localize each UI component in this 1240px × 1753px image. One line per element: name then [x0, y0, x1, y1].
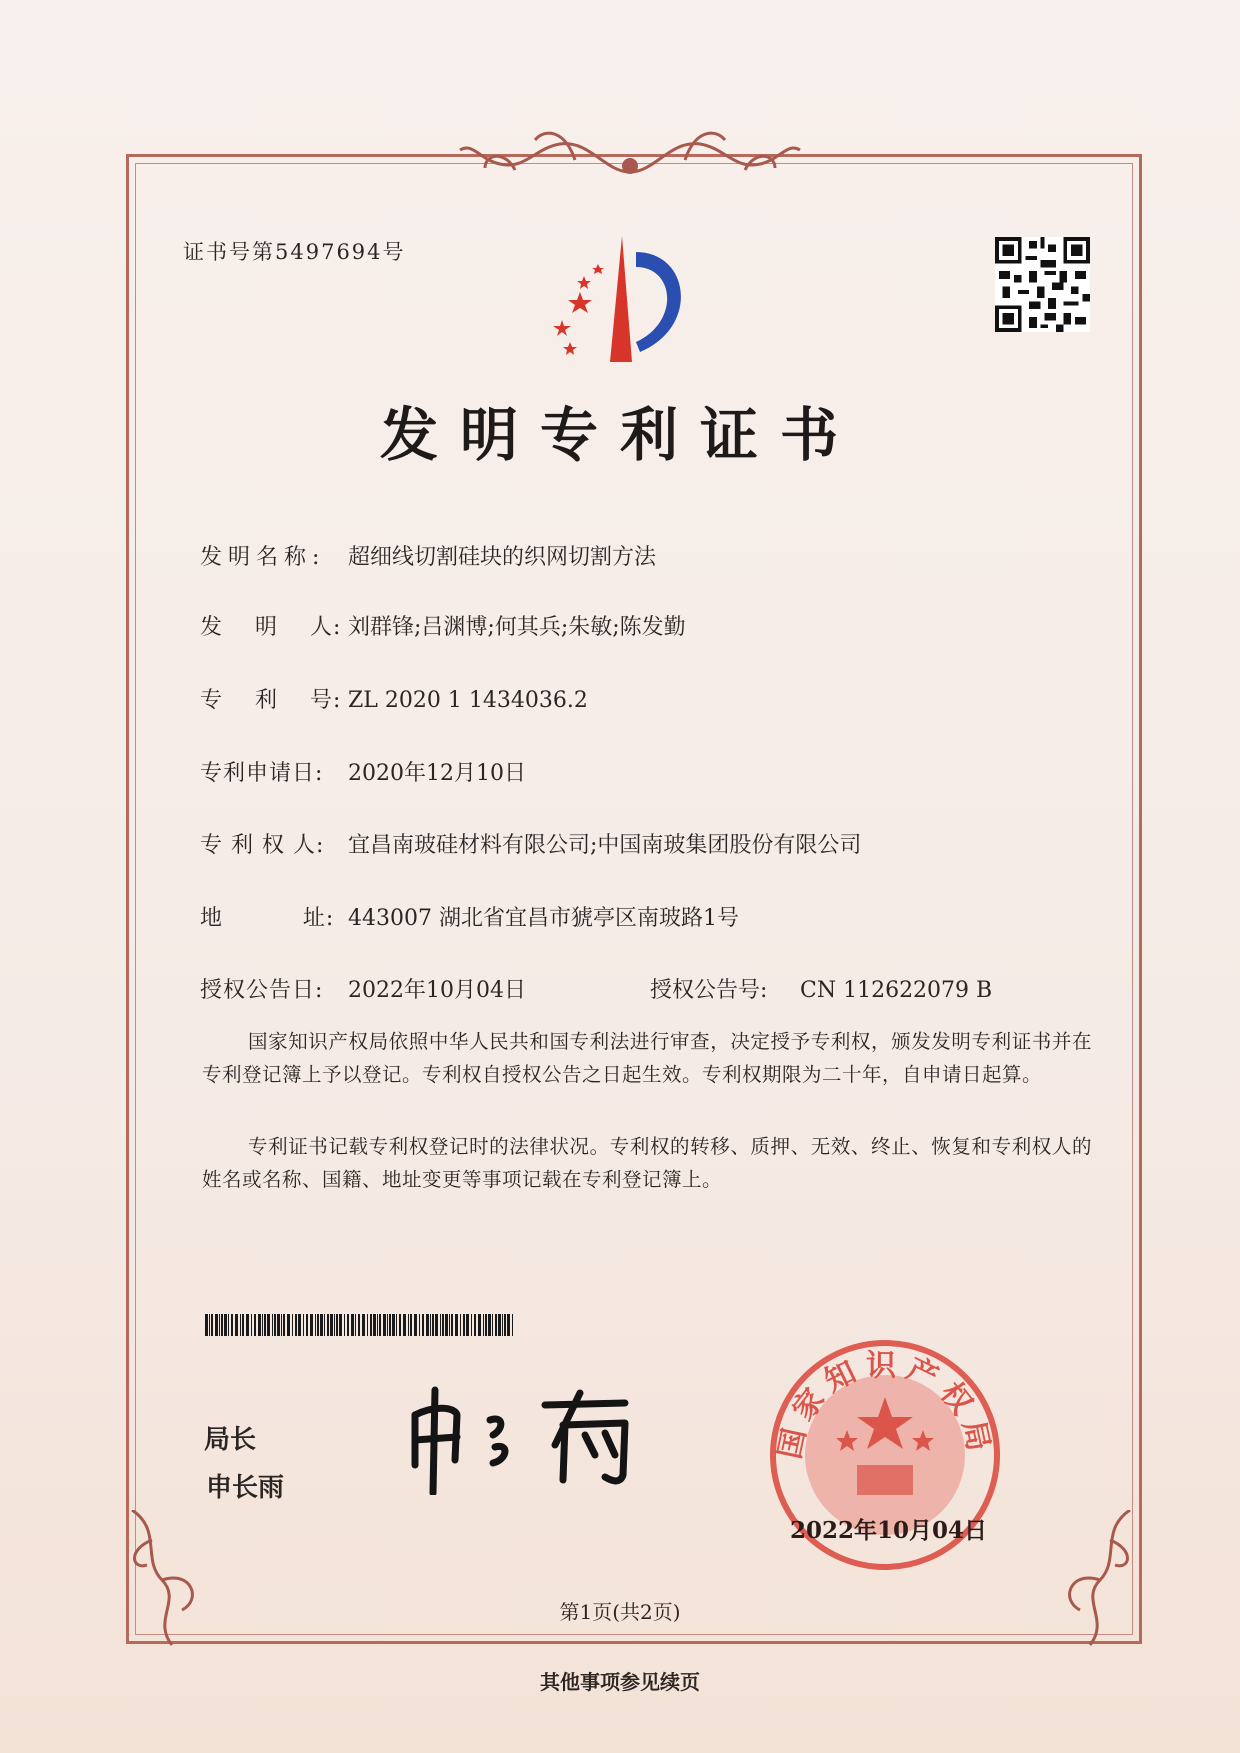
legal-paragraph-1: 国家知识产权局依照中华人民共和国专利法进行审查，决定授予专利权，颁发发明专利证书并在专利登记簿上予以登记。专利权自授权公告之日起生效。专利权期限为二十年，自申请日起算。 — [202, 1030, 1092, 1086]
field-label: 专 利 号: — [200, 688, 342, 713]
field-grant-number — [650, 973, 992, 1004]
seal-text: 国家知识产权局 — [772, 1348, 998, 1462]
field-address — [200, 901, 739, 932]
barcode-icon — [205, 1314, 515, 1336]
bottom-right-ornament-icon — [1050, 1510, 1140, 1650]
field-patent-number — [200, 683, 588, 714]
field-value: ZL 2020 1 1434036.2 — [348, 688, 588, 713]
director-name: 申长雨 — [206, 1473, 285, 1503]
field-invention-name — [200, 540, 656, 571]
field-grant-date — [200, 973, 526, 1004]
field-label: 授权公告号: — [650, 978, 768, 1003]
top-ornament-icon — [455, 120, 805, 184]
field-label: 专 利 权 人: — [200, 833, 325, 858]
seal-date: 2022年10月04日 — [790, 1517, 988, 1544]
field-value: 2020年12月10日 — [348, 761, 526, 786]
field-label: 地 址: — [200, 906, 335, 931]
qr-code-icon — [995, 237, 1090, 332]
field-label: 发明名称: — [200, 545, 326, 570]
page-indicator: 第1页(共2页) — [559, 1600, 681, 1624]
field-value: 超细线切割硅块的织网切割方法 — [348, 545, 657, 570]
bottom-left-ornament-icon — [122, 1510, 212, 1650]
field-value: 443007 湖北省宜昌市猇亭区南玻路1号 — [348, 906, 739, 931]
director-title: 局长 — [204, 1425, 257, 1455]
field-value: 宜昌南玻硅材料有限公司;中国南玻集团股份有限公司 — [348, 833, 862, 858]
field-inventors — [200, 610, 686, 641]
field-value: 2022年10月04日 — [348, 978, 526, 1003]
certificate-number: 证书号第5497694号 — [183, 240, 406, 264]
field-value: 刘群锋;吕渊博;何其兵;朱敏;陈发勤 — [348, 615, 686, 640]
field-value: CN 112622079 B — [800, 978, 993, 1003]
page-title: 发明专利证书 — [379, 401, 860, 469]
field-label: 专利申请日: — [200, 761, 324, 786]
cnipa-logo-icon — [540, 232, 720, 372]
director-signature-icon — [395, 1385, 655, 1495]
field-label: 发 明 人: — [200, 615, 342, 640]
field-application-date — [200, 756, 526, 787]
continued-note: 其他事项参见续页 — [540, 1670, 700, 1694]
field-patentee — [200, 828, 861, 859]
field-label: 授权公告日: — [200, 978, 324, 1003]
legal-paragraph-2: 专利证书记载专利权登记时的法律状况。专利权的转移、质押、无效、终止、恢复和专利权人的姓名或名称、国籍、地址变更等事项记载在专利登记簿上。 — [202, 1135, 1092, 1191]
